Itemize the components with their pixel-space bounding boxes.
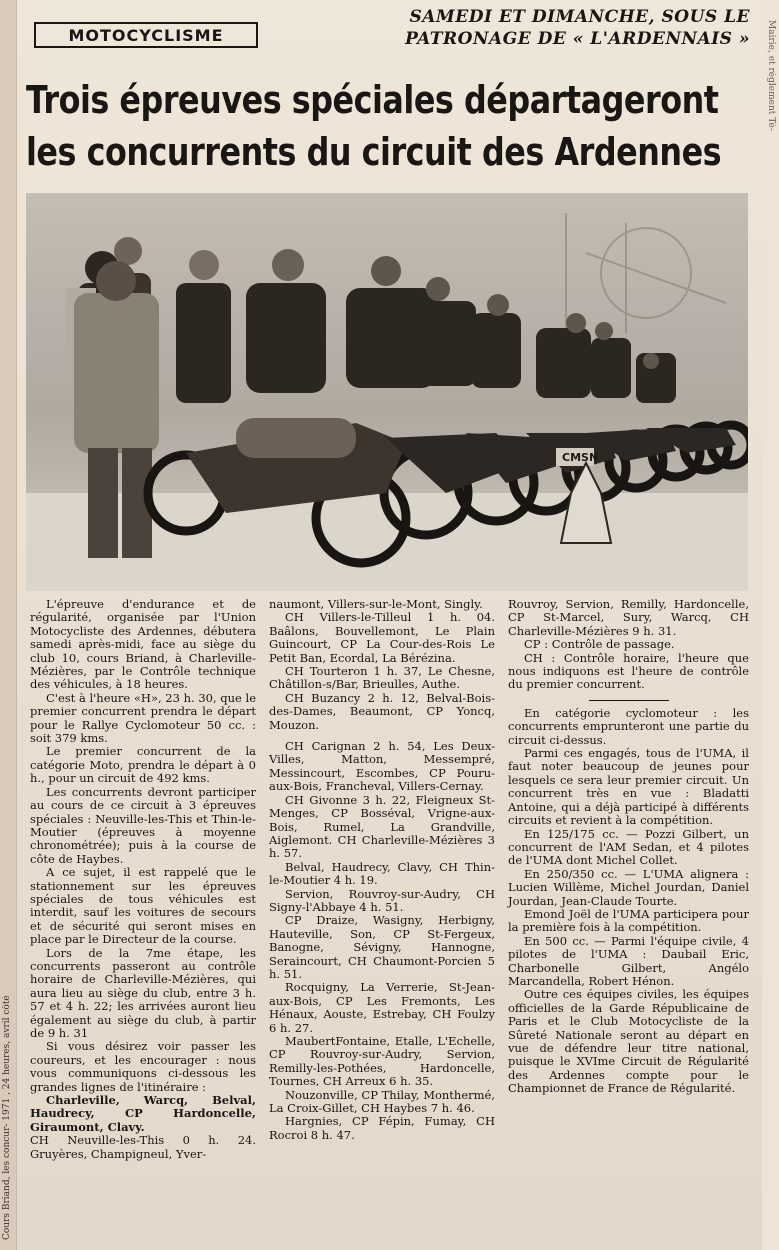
motorbike-plate-label: CMSN [562, 451, 599, 464]
press-photo [26, 193, 748, 591]
itinerary-line: Hargnies, CP Fépin, Fumay, CH Rocroi 8 h. 47. [269, 1114, 495, 1142]
legend-ch: CH : Contrôle horaire, l'heure que nous indiquons est l'heure de contrôle du premier concurrent. [508, 650, 749, 692]
paragraph: Si vous désirez voir passer les coureurs, et les encourager : nous vous communiquons ci-dessous les grandes lignes de l'itinéraire : [30, 1039, 256, 1094]
left-margin-text: Cours Briand, les concur- 1971 , 24 heures, avril côté [2, 995, 12, 1240]
riders-photo-illustration [26, 193, 748, 591]
article-column-2 [269, 598, 495, 1142]
itinerary-line: CH Neuville-les-This 0 h. 24. Gruyères, Champigneul, Yver- [30, 1133, 256, 1161]
itinerary-line: Belval, Haudrecy, Clavy, CH Thin-le-Moutier 4 h. 19. [269, 859, 495, 888]
itinerary-line: CH Givonne 3 h. 22, Fleigneux St-Menges, CP Bosséval, Vrigne-aux-Bois, Rumel, La Grandville, Aiglemont. CH Charleville-Mézières 3 h. 57. [269, 792, 495, 861]
section-divider [589, 700, 669, 701]
paragraph: En 125/175 cc. — Pozzi Gilbert, un concurrent de l'AM Sedan, et 4 pilotes de l'UMA dont Michel Collet. [508, 826, 749, 868]
itinerary-line: Rouvroy, Servion, Remilly, Hardoncelle, CP St-Marcel, Sury, Warcq, CH Charleville-Mézières 9 h. 31. [508, 597, 749, 638]
itinerary-line: Servion, Rouvroy-sur-Audry, CH Signy-l'Abbaye 4 h. 51. [269, 886, 495, 914]
itinerary-line: CH Villers-le-Tilleul 1 h. 04. Baâlons, Bouvellemont, Le Plain Guincourt, CP La Cour-des-Rois Le Petit Ban, Ecordal, La Bérézina. [269, 610, 495, 665]
itinerary-line: CH Carignan 2 h. 54, Les Deux-Villes, Matton, Messempré, Messincourt, Escombes, CP Pouru-aux-Bois, Francheval, Villers-Cernay. [269, 739, 495, 794]
article-column-3 [508, 598, 749, 1096]
paragraph: En 500 cc. — Parmi l'équipe civile, 4 pilotes de l'UMA : Daubail Eric, Charbonelle Gilbert, Angélo Marcandella, Robert Hénon. [508, 933, 749, 988]
paragraph: C'est à l'heure «H», 23 h. 30, que le premier concurrent prendra le départ pour le Rallye Cyclomoteur 50 cc. : soit 379 kms. [30, 690, 256, 746]
itinerary-line: Rocquigny, La Verrerie, St-Jean-aux-Bois, CP Les Fremonts, Les Hénaux, Aouste, Estrebay, CH Foulzy 6 h. 27. [269, 980, 495, 1035]
kicker-line-2: PATRONAGE DE « L'ARDENNAIS » [405, 29, 750, 49]
paragraph: Outre ces équipes civiles, les équipes officielles de la Garde Républicaine de Paris et le Club Motocycliste de la Sûreté Nationale seront au départ en vue de défendre leur titre national, puisque le XVIme Circuit de Régularité des Ardennes compte pour le Championnet de France de Régularité. [508, 987, 749, 1096]
headline-line-1: Trois épreuves spéciales départageront [26, 78, 719, 122]
paragraph: L'épreuve d'endurance et de régularité, organisée par l'Union Motocycliste des Ardennes, débutera samedi après-midi, face au siège du club 10, cours Briand, à Charleville-Mézières, par le Contrôle technique des véhicules, à 18 heures. [30, 597, 256, 692]
paragraph: En catégorie cyclomoteur : les concurrents emprunteront une partie du circuit ci-dessus. [508, 705, 749, 747]
paragraph: Emond Joël de l'UMA participera pour la première fois à la compétition. [508, 906, 749, 935]
kicker-line-1: SAMEDI ET DIMANCHE, SOUS LE [409, 7, 750, 27]
paragraph: Lors de la 7me étape, les concurrents passeront au contrôle horaire de Charleville-Mézières, qui aura lieu au siège du club, entre 3 h. 57 et 4 h. 22; les arrivées auront lieu également au siège du club, à partir de 9 h. 31 [30, 945, 256, 1040]
itinerary-line: Nouzonville, CP Thilay, Monthermé, La Croix-Gillet, CH Haybes 7 h. 46. [269, 1087, 495, 1116]
itinerary-line: CP Draize, Wasigny, Herbigny, Hauteville, Son, CP St-Fergeux, Banogne, Sévigny, Hannogne, Seraincourt, CH Chaumont-Porcien 5 h. 51. [269, 913, 495, 981]
paragraph: En 250/350 cc. — L'UMA alignera : Lucien Willème, Michel Jourdan, Daniel Jourdan, Jean-Claude Tourte. [508, 866, 749, 908]
paragraph: Le premier concurrent de la catégorie Moto, prendra le départ à 0 h., pour un circuit de 492 kms. [30, 744, 256, 786]
itinerary-line: MaubertFontaine, Etalle, L'Echelle, CP Rouvroy-sur-Audry, Servion, Remilly-les-Pothées, Hardoncelle, Tournes, CH Arreux 6 h. 35. [269, 1034, 495, 1089]
legend-cp: CP : Contrôle de passage. [524, 637, 675, 652]
itinerary-line: CH Buzancy 2 h. 12, Belval-Bois-des-Dames, Beaumont, CP Yoncq, Mouzon. [269, 690, 495, 732]
paragraph: Les concurrents devront participer au cours de ce circuit à 3 épreuves spéciales : Neuville-les-This et Thin-le-Moutier (épreuves à moyenne chronométrée); puis à la course de côte de Haybes. [30, 784, 256, 866]
itinerary-line: naumont, Villers-sur-le-Mont, Singly. [269, 597, 483, 611]
right-margin-text: Mairie, et règlement Té- [766, 20, 776, 131]
section-rubric: MOTOCYCLISME [34, 22, 258, 48]
kicker [300, 6, 750, 50]
itinerary-line: Charleville, Warcq, Belval, Haudrecy, CP Hardoncelle, Giraumont, Clavy. [30, 1093, 256, 1134]
headline [26, 74, 722, 178]
paragraph: A ce sujet, il est rappelé que le stationnement sur les épreuves spéciales de tous véhicules est interdit, sauf les voitures de secours et de sécurité qui seront mises en place par le Directeur de la course. [30, 865, 256, 947]
itinerary-line: CH Tourteron 1 h. 37, Le Chesne, Châtillon-s/Bar, Brieulles, Authe. [269, 664, 495, 692]
article-column-1 [30, 598, 256, 1161]
paragraph: Parmi ces engagés, tous de l'UMA, il faut noter beaucoup de jeunes pour lesquels ce sera leur premier circuit. Un concurrent très en vue : Bladatti Antoine, qui a déjà participé à différents circuits et revient à la compétition. [508, 746, 749, 828]
headline-line-2: les concurrents du circuit des Ardennes [26, 130, 722, 174]
